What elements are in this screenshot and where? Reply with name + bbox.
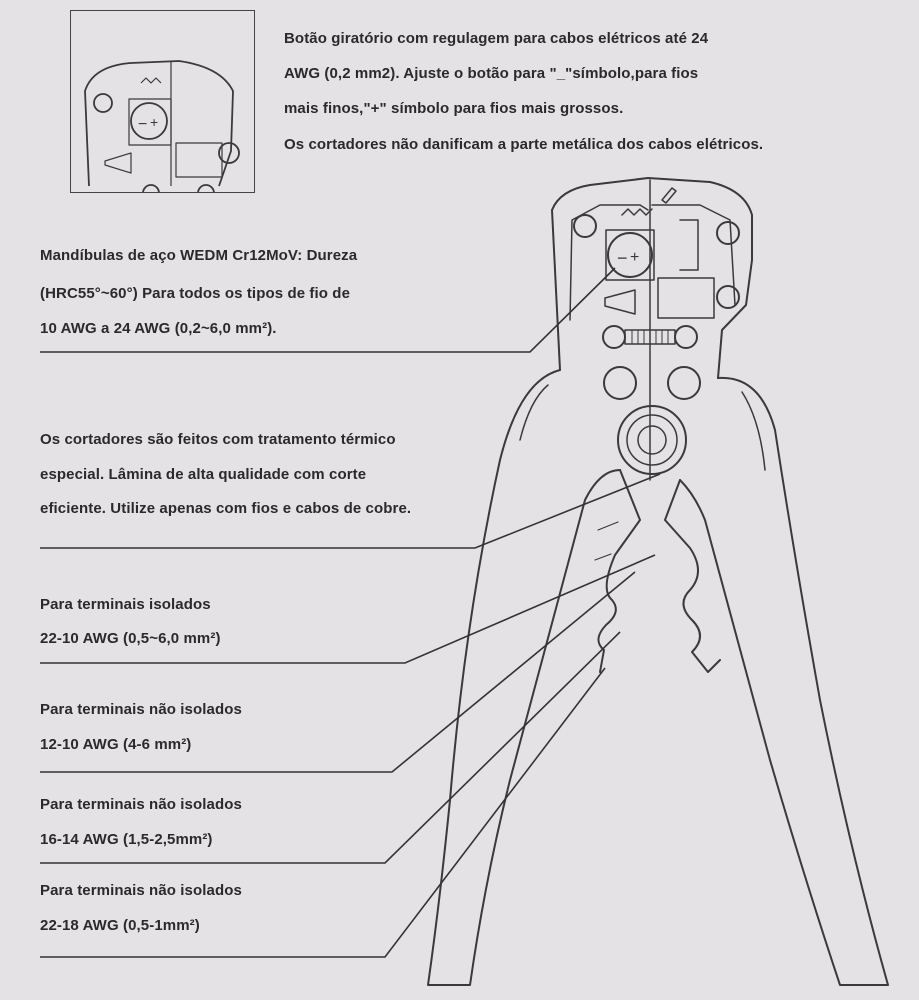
callout-cutters-line-3: eficiente. Utilize apenas com fios e cabos de cobre. — [40, 500, 412, 517]
leader-jaws — [40, 268, 615, 352]
right-handle — [680, 378, 888, 985]
pivot-hole-right — [668, 367, 700, 399]
top-note-line-4: Os cortadores não danificam a parte metálica dos cabos elétricos. — [284, 136, 764, 153]
tool-head-outline — [552, 178, 752, 378]
dial-plus-symbol: + — [630, 249, 640, 266]
callout-cutters-line-2: especial. Lâmina de alta qualidade com corte — [40, 466, 367, 483]
dial-minus-symbol: − — [617, 248, 628, 268]
callout-22-18-line-1: Para terminais não isolados — [40, 882, 242, 899]
callout-jaws-line-2: (HRC55°~60°) Para todos os tipos de fio de — [40, 285, 351, 302]
top-note-line-2: AWG (0,2 mm2). Ajuste o botão para "_"símbolo,para fios — [284, 65, 699, 82]
callout-12-10-line-2: 12-10 AWG (4-6 mm²) — [40, 736, 192, 753]
adjuster-detail-drawing — [71, 11, 255, 193]
callout-16-14-line-2: 16-14 AWG (1,5-2,5mm²) — [40, 831, 213, 848]
callout-jaws-line-1: Mandíbulas de aço WEDM Cr12MoV: Dureza — [40, 247, 358, 264]
top-note-line-3: mais finos,"+" símbolo para fios mais grossos. — [284, 100, 624, 117]
callout-jaws-line-3: 10 AWG a 24 AWG (0,2~6,0 mm²). — [40, 320, 277, 337]
jaw-hole-right-lower — [717, 286, 739, 308]
pivot-washer — [618, 406, 686, 474]
callout-12-10-line-1: Para terminais não isolados — [40, 701, 242, 718]
adjuster-detail-inset — [70, 10, 255, 193]
callout-cutters-line-1: Os cortadores são feitos com tratamento térmico — [40, 431, 396, 448]
callout-insulated-line-2: 22-10 AWG (0,5~6,0 mm²) — [40, 630, 221, 647]
crimp-jaw-right — [665, 480, 720, 672]
inset-dial-plus: + — [150, 114, 159, 130]
callout-insulated-line-1: Para terminais isolados — [40, 596, 211, 613]
left-handle — [428, 370, 620, 985]
inset-dial-minus: − — [138, 116, 148, 133]
jaw-hole-right — [717, 222, 739, 244]
top-note-line-1: Botão giratório com regulagem para cabos elétricos até 24 — [284, 30, 709, 47]
inset-dial — [131, 103, 167, 139]
jaw-hole-left — [574, 215, 596, 237]
callout-16-14-line-1: Para terminais não isolados — [40, 796, 242, 813]
cutting-blade-block — [658, 278, 714, 318]
pivot-hole-left — [604, 367, 636, 399]
callout-22-18-line-2: 22-18 AWG (0,5-1mm²) — [40, 917, 200, 934]
